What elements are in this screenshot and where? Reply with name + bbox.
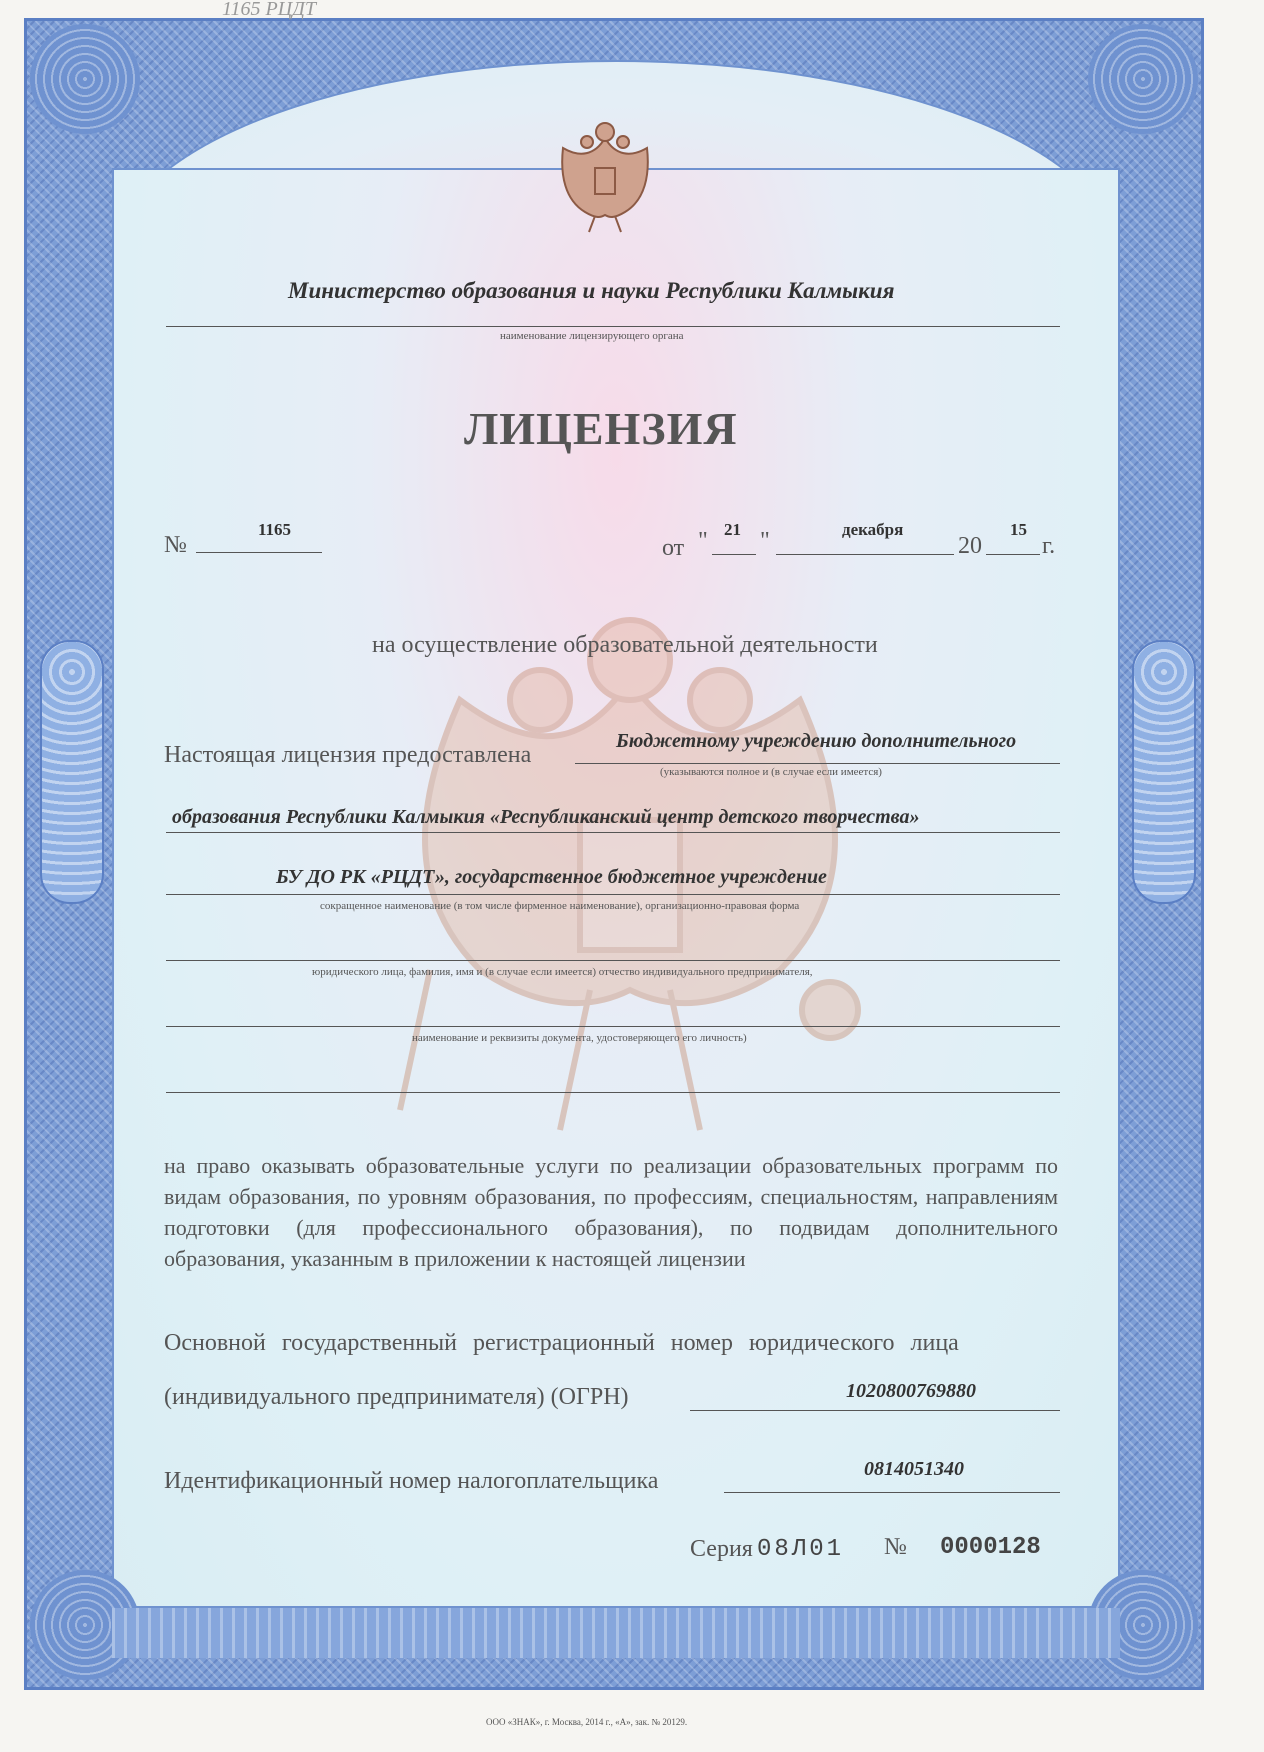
printer-imprint: ООО «ЗНАК», г. Москва, 2014 г., «А», зак. № 20129. (486, 1717, 688, 1727)
authority-underline (166, 326, 1060, 327)
quote-close: " (760, 528, 770, 554)
series-label: Серия (690, 1536, 753, 1562)
grantee-name-line3: БУ ДО РК «РЦДТ», государственное бюджетное учреждение (276, 866, 827, 888)
series-value: 08Л01 (757, 1536, 845, 1563)
series-number: 0000128 (940, 1534, 1041, 1561)
inn-value: 0814051340 (864, 1458, 964, 1480)
quote-open: " (698, 528, 708, 554)
grantee-name-line2: образования Республики Калмыкия «Республиканский центр детского творчества» (172, 806, 920, 828)
grantee-caption-2: сокращенное наименование (в том числе фирменное наименование), организационно-правовая форма (320, 900, 800, 912)
grantee-name-line1: Бюджетному учреждению дополнительного (616, 730, 1017, 752)
corner-ornament-icon (30, 24, 140, 134)
grantee-underline-6 (166, 1092, 1060, 1093)
ogrn-underline (690, 1410, 1060, 1411)
year-underline (986, 554, 1040, 555)
year-label: г. (1042, 533, 1056, 559)
license-day: 21 (724, 520, 741, 539)
bottom-ornament-band (112, 1608, 1120, 1658)
inn-label: Идентификационный номер налогоплательщика (164, 1468, 659, 1494)
grantee-caption-1: (указываются полное и (в случае если имеется) (660, 766, 882, 778)
grantee-underline-3 (166, 894, 1060, 895)
grantee-label: Настоящая лицензия предоставлена (164, 742, 532, 768)
license-month: декабря (842, 520, 904, 539)
license-year: 15 (1010, 520, 1027, 539)
licensing-authority: Министерство образования и науки Республики Калмыкия (288, 278, 895, 303)
grantee-underline-5 (166, 1026, 1060, 1027)
corner-ornament-icon (1088, 24, 1198, 134)
grantee-underline-4 (166, 960, 1060, 961)
day-underline (712, 554, 756, 555)
license-number: 1165 (258, 520, 292, 539)
grantee-caption-4: наименование и реквизиты документа, удостоверяющего его личность) (412, 1032, 747, 1044)
page-title: ЛИЦЕНЗИЯ (464, 403, 738, 454)
license-purpose: на осуществление образовательной деятельности (372, 632, 878, 658)
number-underline (196, 552, 322, 553)
authority-caption: наименование лицензирующего органа (500, 330, 684, 342)
ogrn-value: 1020800769880 (846, 1380, 976, 1402)
month-underline (776, 554, 954, 555)
right-ornament-icon (1132, 640, 1196, 904)
date-prefix: от (662, 535, 685, 561)
coat-of-arms-icon (555, 120, 655, 235)
series-number-label: № (884, 1534, 907, 1560)
grantee-caption-3: юридического лица, фамилия, имя и (в случае если имеется) отчество индивидуального предпринимателя, (312, 966, 813, 978)
ogrn-label-line2: (индивидуального предпринимателя) (ОГРН) (164, 1384, 629, 1410)
number-label: № (164, 532, 187, 558)
left-ornament-icon (40, 640, 104, 904)
rights-paragraph: на право оказывать образовательные услуги по реализации образовательных программ по видам образования, по уровням образования, по профессиям, специальностям, направлениям подготовки (для профессионального образования), по подвидам дополнительного образования, указанным в приложении к настоящей лицензии (164, 1153, 1058, 1271)
grantee-underline-2 (166, 832, 1060, 833)
handwritten-note: 1165 РЦДТ (222, 0, 317, 20)
grantee-underline-1 (575, 763, 1060, 764)
year-prefix: 20 (958, 533, 982, 559)
ogrn-label-line1: Основной государственный регистрационный номер юридического лица (164, 1330, 959, 1356)
inn-underline (724, 1492, 1060, 1493)
